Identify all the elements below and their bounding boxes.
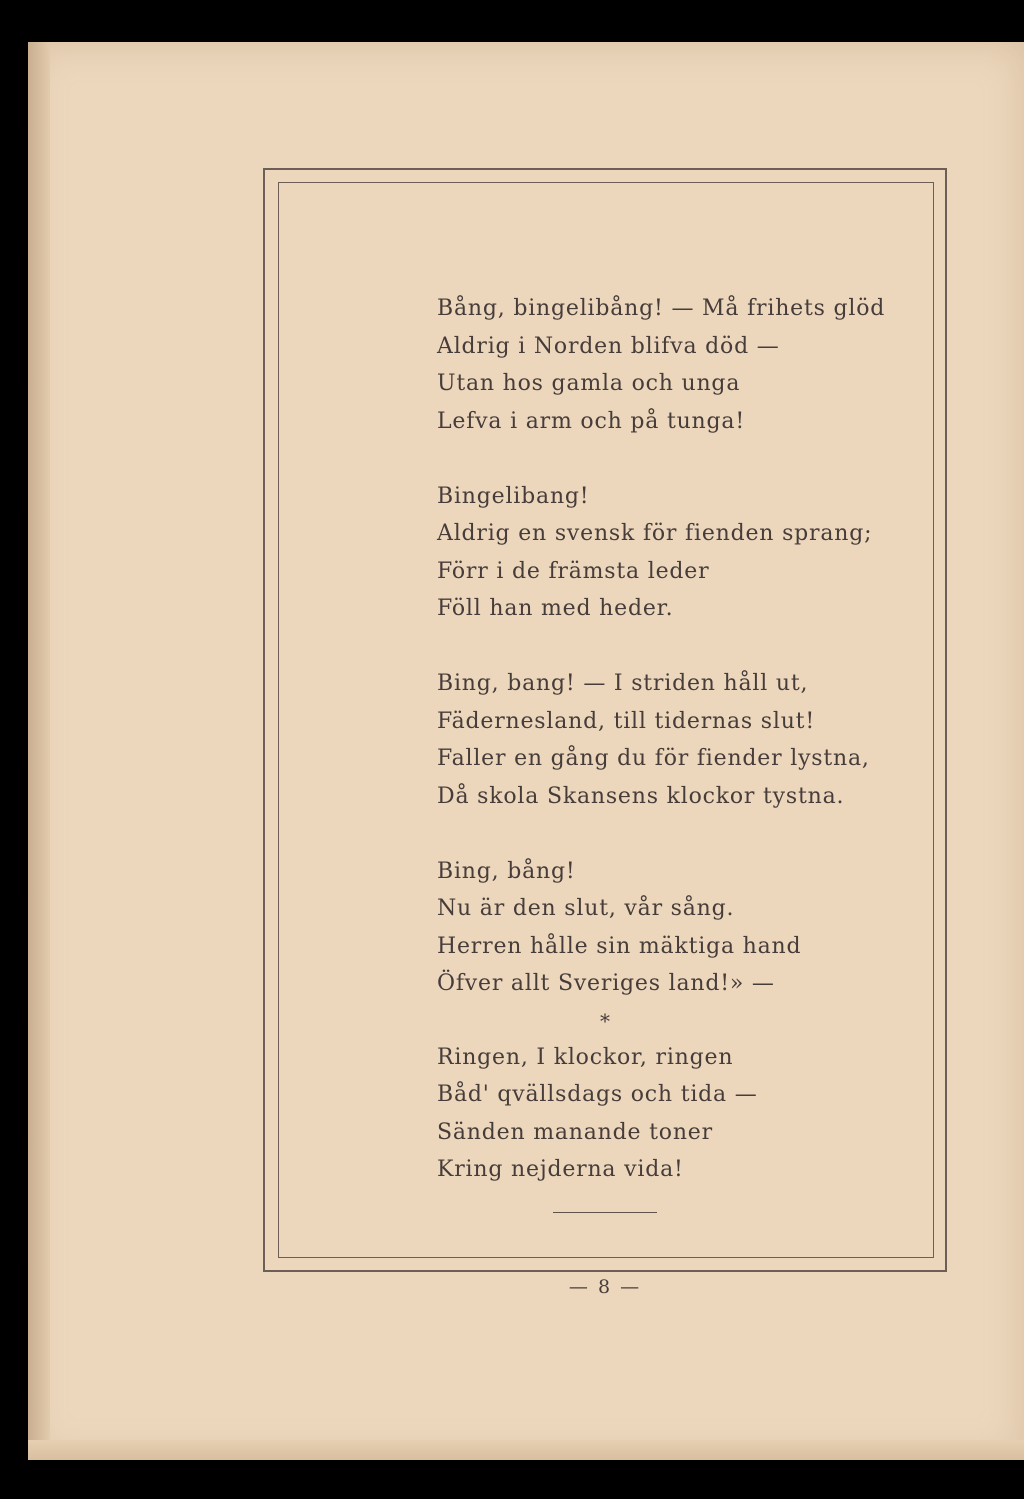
verse-line: Kring nejderna vida! — [437, 1157, 684, 1182]
verse-line: Bång, bingelibång! — Må frihets glöd — [437, 296, 886, 321]
verse-line: Bingelibang! — [437, 483, 590, 509]
paper-edge-left — [28, 42, 50, 1460]
verse-line: Lefva i arm och på tunga! — [437, 408, 745, 434]
stanza-gap — [437, 628, 917, 666]
verse-line: Utan hos gamla och unga — [437, 371, 741, 396]
verse-line: Öfver allt Sveriges land!» — — [437, 971, 775, 996]
stanza-2 — [437, 478, 917, 628]
verse-line: Ringen, I klockor, ringen — [437, 1044, 734, 1070]
stanza-5 — [437, 1039, 917, 1189]
paper-edge-bottom — [28, 1440, 1024, 1460]
verse-line: Herren hålle sin mäktiga hand — [437, 933, 802, 959]
verse-line: Sänden manande toner — [437, 1119, 713, 1145]
page-number: — 8 — — [568, 1276, 642, 1298]
stanza-1 — [437, 290, 917, 440]
verse-line: Bing, bang! — I striden håll ut, — [437, 671, 809, 696]
section-separator-asterisk: * — [600, 1008, 611, 1033]
verse-line: Då skola Skansens klockor tystna. — [437, 783, 845, 809]
verse-line: Faller en gång du för fiender lystna, — [437, 746, 870, 771]
stanza-gap — [437, 815, 917, 853]
verse-line: Aldrig en svensk för fienden sprang; — [437, 521, 873, 546]
verse-line: Nu är den slut, vår sång. — [437, 896, 735, 921]
verse-line: Båd' qvällsdags och tida — — [437, 1082, 758, 1107]
end-rule-divider — [553, 1212, 657, 1213]
verse-line: Fädernesland, till tidernas slut! — [437, 708, 815, 734]
verse-line: Bing, bång! — [437, 858, 576, 884]
stanza-3 — [437, 665, 917, 815]
verse-line: Förr i de främsta leder — [437, 558, 710, 584]
stanza-4 — [437, 853, 917, 1003]
poem-text — [437, 290, 917, 1189]
verse-line: Föll han med heder. — [437, 596, 674, 621]
stanza-gap — [437, 440, 917, 478]
verse-line: Aldrig i Norden blifva död — — [437, 333, 780, 359]
